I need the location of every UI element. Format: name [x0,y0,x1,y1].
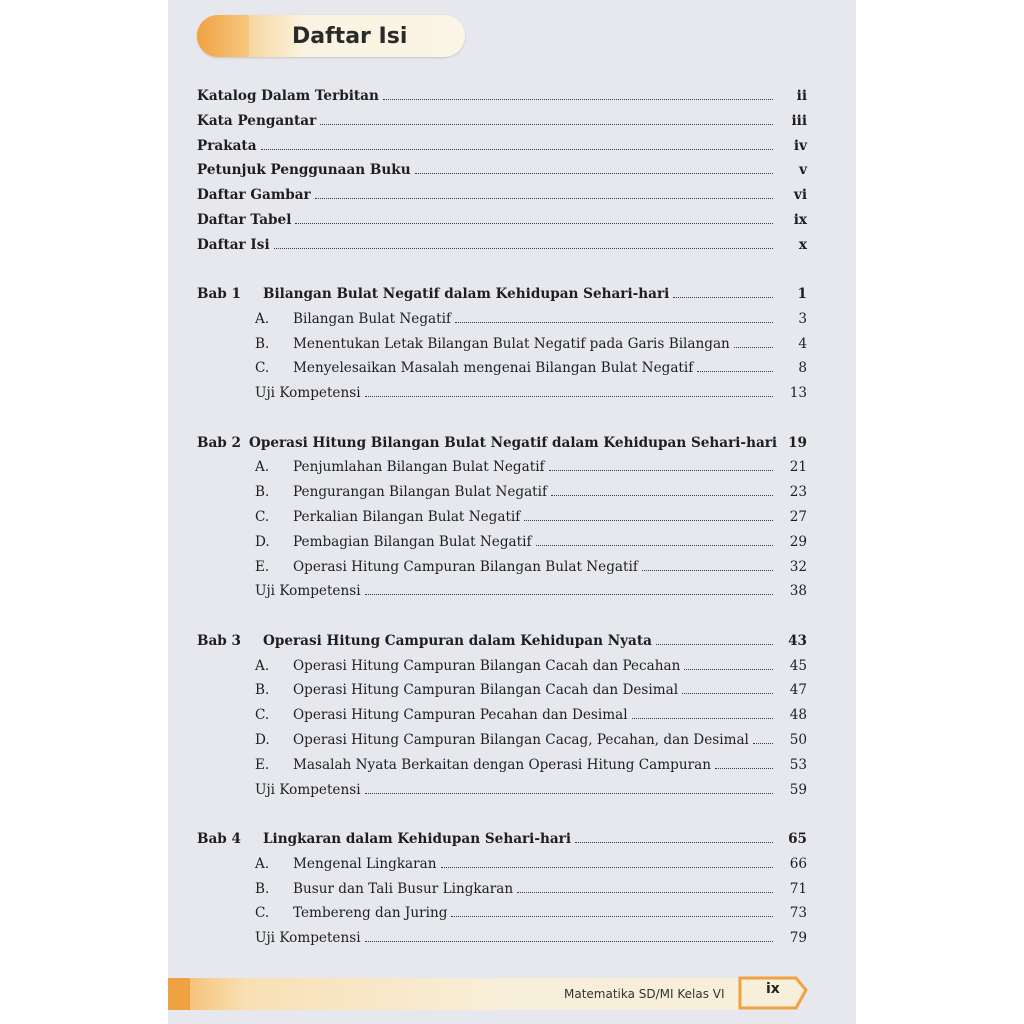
entry-label: Prakata [197,137,257,154]
toc-front-matter-entry[interactable] [197,159,807,181]
toc-section-entry[interactable] [255,333,807,355]
toc-chapter-entry[interactable] [197,283,807,305]
entry-label: Busur dan Tali Busur Lingkaran [293,880,514,897]
entry-page-number: 4 [798,335,807,352]
dot-leader [524,506,773,521]
footer-book-title: Matematika SD/MI Kelas VI [564,987,725,1001]
entry-page-number: 13 [789,385,807,402]
chapter-number: Bab 1 [197,286,241,302]
entry-label: Operasi Hitung Campuran Bilangan Bulat Negatif [293,558,638,575]
toc-chapter-entry[interactable] [197,630,807,652]
toc-section-entry[interactable] [255,506,807,528]
entry-label: Tembereng dan Juring [293,905,448,922]
entry-page-number: 21 [789,459,807,476]
entry-label: Pembagian Bilangan Bulat Negatif [293,533,532,550]
entry-label: Uji Kompetensi [255,583,361,600]
entry-page-number: x [798,236,807,253]
entry-label: Uji Kompetensi [255,930,361,947]
entry-label: Daftar Tabel [197,212,292,228]
entry-page-number: 65 [788,831,807,847]
toc-test-entry[interactable] [255,927,807,949]
dot-leader [383,85,773,100]
entry-page-number: 59 [789,781,807,798]
dot-leader [451,902,773,917]
toc-section-entry[interactable] [255,531,807,553]
entry-label: Perkalian Bilangan Bulat Negatif [293,509,521,525]
section-letter: C. [255,360,270,377]
dot-leader [517,878,773,893]
toc-chapter-entry[interactable] [197,828,807,850]
entry-page-number: iii [791,112,807,129]
dot-leader [697,357,773,372]
entry-page-number: 71 [789,880,807,897]
dot-leader [642,556,773,571]
entry-page-number: 38 [789,583,807,600]
entry-page-number: 79 [789,930,807,947]
entry-label: Menentukan Letak Bilangan Bulat Negatif pada Garis Bilangan [293,335,730,352]
entry-page-number: 66 [789,855,807,872]
section-letter: B. [255,484,270,501]
dot-leader [365,382,773,397]
chapter-number: Bab 3 [197,632,241,649]
dot-leader [274,234,773,249]
section-letter: B. [255,880,270,897]
toc-front-matter-entry[interactable] [197,135,807,157]
entry-label: Lingkaran dalam Kehidupan Sehari-hari [263,831,571,847]
entry-label: Operasi Hitung Campuran Bilangan Cacah dan Desimal [293,682,679,699]
toc-test-entry[interactable] [255,382,807,404]
entry-label: Operasi Hitung Bilangan Bulat Negatif dalam Kehidupan Sehari-hari [249,434,778,451]
section-letter: E. [255,756,270,773]
toc-test-entry[interactable] [255,580,807,602]
entry-page-number: 53 [789,756,807,773]
entry-label: Penjumlahan Bilangan Bulat Negatif [293,459,545,476]
entry-page-number: ix [793,212,807,228]
toc-section-entry[interactable] [255,456,807,478]
dot-leader [715,754,773,769]
dot-leader [365,580,773,595]
section-letter: C. [255,707,270,724]
entry-page-number: 43 [788,632,807,649]
dot-leader [295,209,773,224]
toc-section-entry[interactable] [255,704,807,726]
entry-page-number: 19 [788,434,807,451]
entry-label: Bilangan Bulat Negatif dalam Kehidupan Sehari-hari [263,286,670,302]
toc-section-entry[interactable] [255,357,807,379]
dot-leader [575,828,773,843]
dot-leader [656,630,773,645]
toc-front-matter-entry[interactable] [197,110,807,132]
entry-label: Operasi Hitung Campuran Bilangan Cacah dan Pecahan [293,657,681,674]
toc-front-matter-entry[interactable] [197,85,807,107]
toc-section-entry[interactable] [255,878,807,900]
entry-page-number: 45 [789,657,807,674]
entry-page-number: v [799,162,807,179]
entry-page-number: vi [793,187,807,204]
entry-label: Operasi Hitung Campuran Bilangan Cacag, Pecahan, dan Desimal [293,732,749,748]
toc-section-entry[interactable] [255,481,807,503]
chapter-number: Bab 2 [197,434,241,451]
footer-page-number: ix [766,981,780,997]
section-letter: A. [255,855,270,872]
entry-label: Petunjuk Penggunaan Buku [197,162,411,179]
toc-section-entry[interactable] [255,853,807,875]
dot-leader [320,110,773,125]
entry-page-number: 23 [789,484,807,501]
toc-section-entry[interactable] [255,902,807,924]
section-letter: B. [255,682,270,699]
dot-leader [682,679,773,694]
entry-page-number: 27 [789,509,807,525]
dot-leader [684,655,773,670]
dot-leader [455,308,773,323]
entry-label: Pengurangan Bilangan Bulat Negatif [293,484,548,501]
entry-page-number: 47 [789,682,807,699]
entry-label: Operasi Hitung Campuran dalam Kehidupan Nyata [263,632,652,649]
entry-page-number: 8 [798,360,807,377]
dot-leader [673,283,773,298]
section-letter: B. [255,335,270,352]
dot-leader [753,729,773,744]
dot-leader [551,481,773,496]
dot-leader [365,779,773,794]
dot-leader [365,927,773,942]
entry-page-number: iv [793,137,807,154]
toc-section-entry[interactable] [255,729,807,751]
section-letter: C. [255,905,270,922]
entry-label: Operasi Hitung Campuran Pecahan dan Desimal [293,707,628,724]
entry-label: Kata Pengantar [197,112,317,129]
entry-label: Daftar Gambar [197,187,311,204]
dot-leader [734,333,773,348]
toc-section-entry[interactable] [255,754,807,776]
entry-label: Menyelesaikan Masalah mengenai Bilangan Bulat Negatif [293,360,694,377]
section-letter: A. [255,657,270,674]
entry-label: Daftar Isi [197,236,270,253]
entry-page-number: 29 [789,533,807,550]
entry-label: Mengenal Lingkaran [293,855,437,872]
entry-label: Uji Kompetensi [255,781,361,798]
chapter-number: Bab 4 [197,831,241,847]
section-letter: A. [255,310,270,327]
page-title: Daftar Isi [292,24,408,49]
section-letter: D. [255,533,270,550]
dot-leader [415,159,773,174]
entry-page-number: 48 [789,707,807,724]
section-letter: C. [255,509,270,525]
dot-leader [549,456,773,471]
entry-page-number: 1 [797,286,807,302]
toc-section-entry[interactable] [255,655,807,677]
toc-test-entry[interactable] [255,779,807,801]
dot-leader [536,531,773,546]
section-letter: E. [255,558,270,575]
section-letter: A. [255,459,270,476]
dot-leader [261,135,773,150]
entry-page-number: 50 [789,732,807,748]
entry-page-number: 73 [789,905,807,922]
dot-leader [315,184,773,199]
toc-section-entry[interactable] [255,556,807,578]
dot-leader [632,704,773,719]
toc-front-matter-entry[interactable] [197,234,807,256]
toc-section-entry[interactable] [255,679,807,701]
entry-page-number: ii [796,88,807,104]
dot-leader [441,853,773,868]
entry-label: Uji Kompetensi [255,385,361,402]
entry-label: Bilangan Bulat Negatif [293,310,451,327]
entry-page-number: 3 [798,310,807,327]
entry-page-number: 32 [789,558,807,575]
toc-front-matter-entry[interactable] [197,209,807,231]
entry-label: Katalog Dalam Terbitan [197,88,379,104]
section-letter: D. [255,732,270,748]
toc-front-matter-entry[interactable] [197,184,807,206]
toc-chapter-entry[interactable] [197,432,807,454]
toc-section-entry[interactable] [255,308,807,330]
entry-label: Masalah Nyata Berkaitan dengan Operasi Hitung Campuran [293,756,711,773]
